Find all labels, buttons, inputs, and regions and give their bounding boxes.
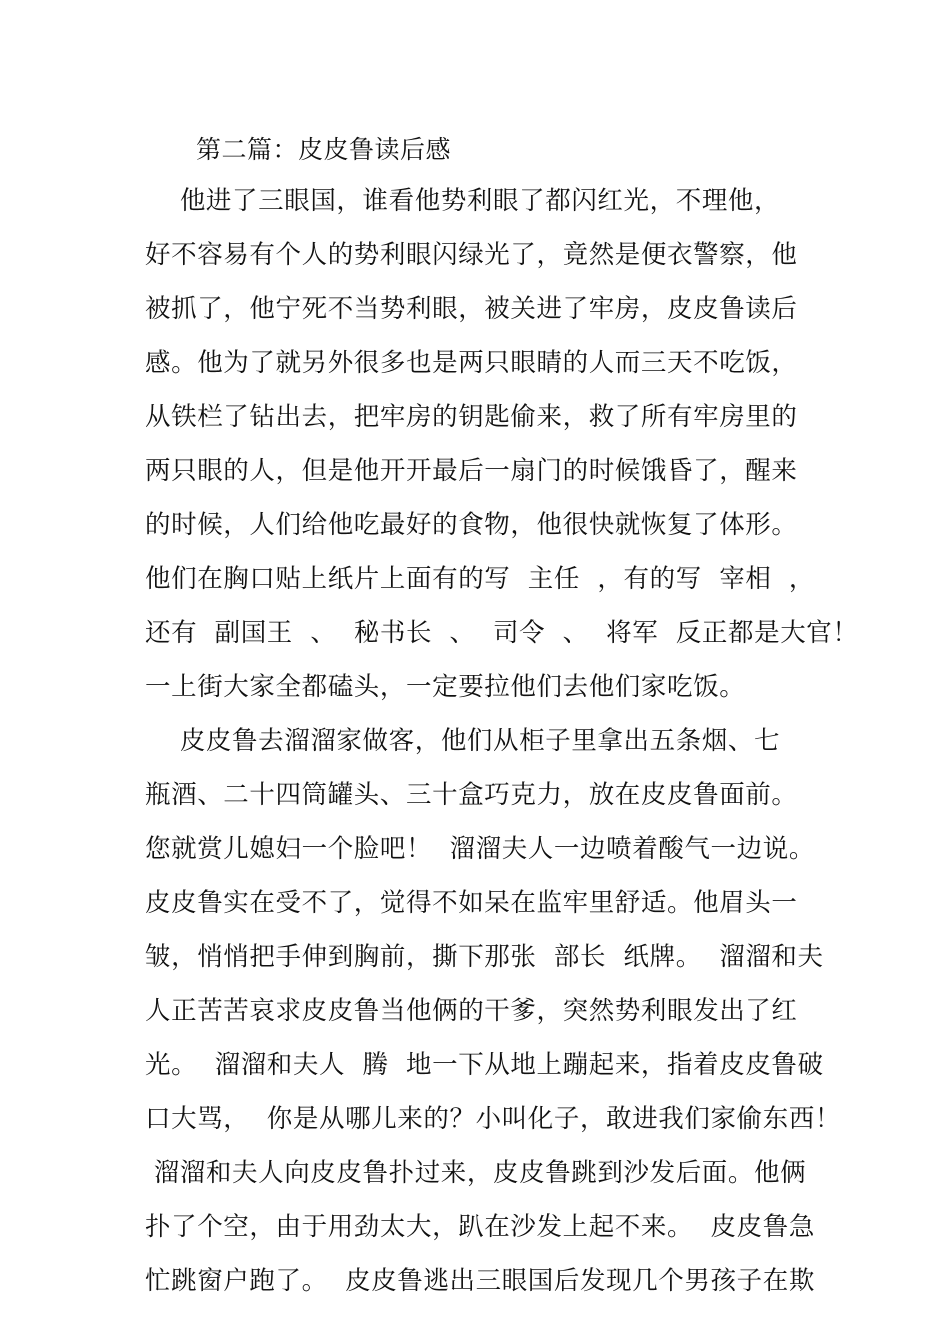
body-text — [145, 179, 859, 1313]
text-line: 被抓了，他宁死不当势利眼，被关进了牢房，皮皮鲁读后 — [145, 294, 798, 324]
text-line: 一上街大家全都磕头，一定要拉他们去他们家吃饭。 — [145, 672, 746, 702]
text-line: 他进了三眼国，谁看他势利眼了都闪红光，不理他， — [145, 186, 781, 216]
text-line: 光。 溜溜和夫人 腾 地一下从地上蹦起来，指着皮皮鲁破 — [145, 1050, 824, 1080]
text-line: 从铁栏了钻出去，把牢房的钥匙偷来，救了所有牢房里的 — [145, 402, 798, 432]
text-line: 还有 副国王 、 秘书长 、 司令 、 将军 反正都是大官！ — [145, 618, 859, 648]
text-line: 皮皮鲁实在受不了，觉得不如呆在监牢里舒适。他眉头一 — [145, 888, 798, 918]
text-line: 溜溜和夫人向皮皮鲁扑过来，皮皮鲁跳到沙发后面。他俩 — [145, 1158, 807, 1188]
text-line: 瓶酒、二十四筒罐头、三十盒巧克力，放在皮皮鲁面前。 — [145, 780, 798, 810]
text-line: 皱，悄悄把手伸到胸前，撕下那张 部长 纸牌。 溜溜和夫 — [145, 942, 824, 972]
text-line: 扑了个空，由于用劲太大，趴在沙发上起不来。 皮皮鲁急 — [145, 1212, 815, 1242]
section-heading: 第二篇：皮皮鲁读后感 — [196, 135, 452, 164]
text-line: 您就赏儿媳妇一个脸吧！ 溜溜夫人一边喷着酸气一边说。 — [145, 834, 815, 864]
text-line: 口大骂， 你是从哪儿来的？小叫化子，敢进我们家偷东西！ — [145, 1104, 842, 1134]
text-line: 皮皮鲁去溜溜家做客，他们从柜子里拿出五条烟、七 — [145, 726, 781, 756]
text-line: 的时候，人们给他吃最好的食物，他很快就恢复了体形。 — [145, 510, 798, 540]
text-line: 两只眼的人，但是他开开最后一扇门的时候饿昏了，醒来 — [145, 456, 798, 486]
text-line: 忙跳窗户跑了。 皮皮鲁逃出三眼国后发现几个男孩子在欺 — [145, 1266, 815, 1296]
text-line: 他们在胸口贴上纸片上面有的写 主任 ，有的写 宰相 ， — [145, 564, 815, 594]
text-line: 好不容易有个人的势利眼闪绿光了，竟然是便衣警察，他 — [145, 240, 798, 270]
text-line: 感。他为了就另外很多也是两只眼睛的人而三天不吃饭， — [145, 348, 798, 378]
text-line: 人正苦苦哀求皮皮鲁当他俩的干爹，突然势利眼发出了红 — [145, 996, 798, 1026]
